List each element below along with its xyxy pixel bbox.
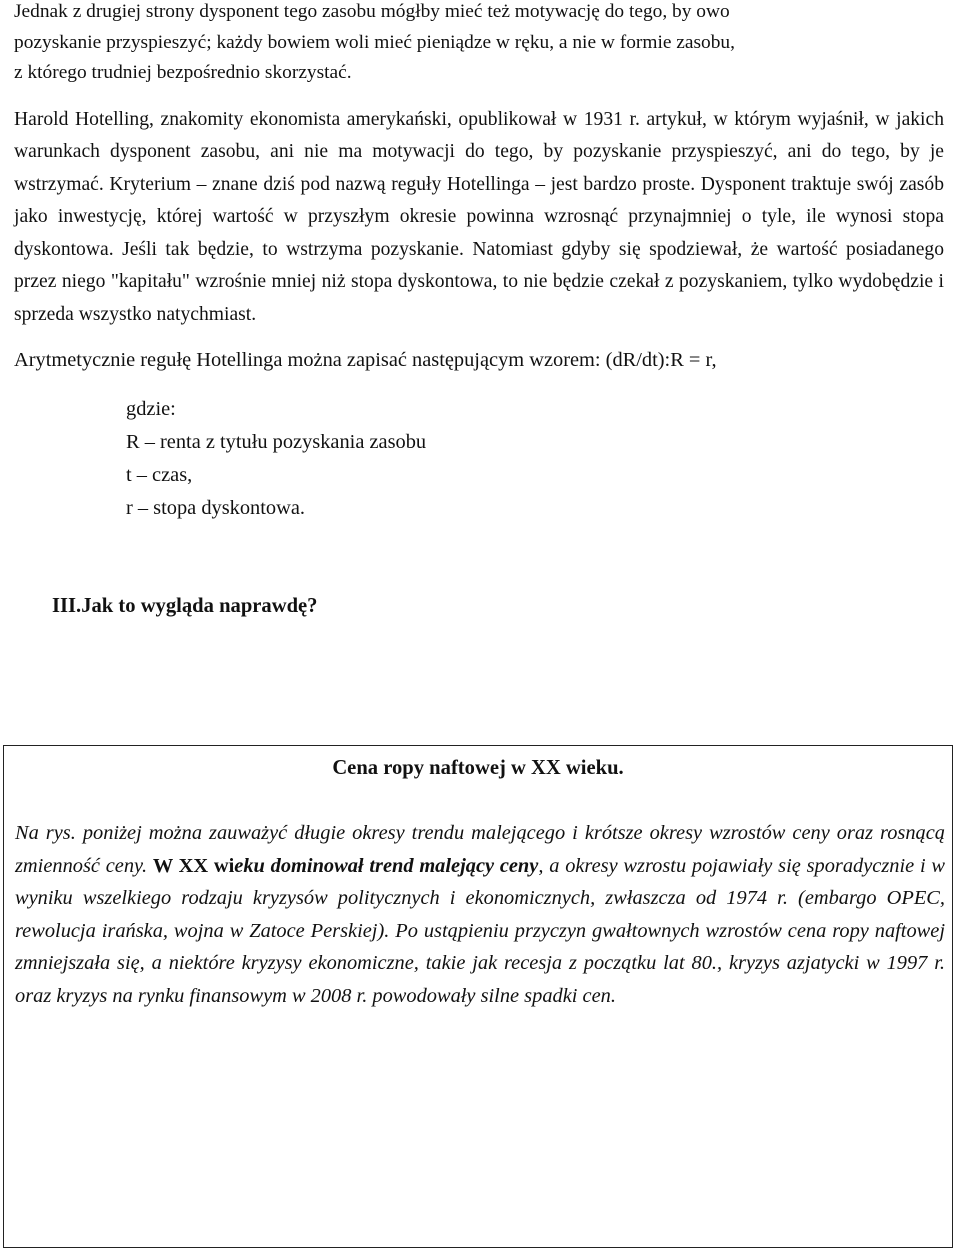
- box-text-bold-italic: eku dominował trend malejący ceny: [234, 854, 539, 877]
- definition-r: r – stopa dyskontowa.: [126, 497, 305, 519]
- paragraph-intro: [14, 0, 944, 89]
- box-paragraph: [15, 817, 945, 1012]
- definitions-list: [126, 393, 944, 525]
- paragraph-hotelling-part-2: Kryterium – znane dziś pod nazwą reguły Hotellinga – jest bardzo proste. Dysponent traktuje swój zasób jako inwestycję, której wartość w przyszłym okresie powinna wzrosnąć przynajmniej o tyle, ile wynosi stopa dyskontowa. Jeśli tak będzie, to wstrzyma pozyskanie. Natomiast gdyby się spodziewał, że wartość posiadanego przez niego "kapitału" wzrośnie mniej niż stopa dyskontowa, to nie będzie czekał z pozyskaniem, tylko wydobędzie i sprzeda wszystko natychmiast.: [14, 173, 944, 325]
- paragraph-hotelling-part-1: Harold Hotelling, znakomity ekonomista amerykański, opublikował w 1931 r. artykuł, w którym wyjaśnił, w jakich warunkach dysponent zasobu, ani nie ma motywacji do tego, by pozyskanie przyspieszyć, ani do tego, by je wstrzymać.: [14, 108, 944, 195]
- definition-where: gdzie:: [126, 398, 176, 420]
- text-line: z którego trudniej bezpośrednio skorzystać.: [14, 62, 352, 83]
- formula-line: Arytmetycznie regułę Hotellinga można zapisać następującym wzorem: (dR/dt):R = r,: [14, 349, 717, 371]
- document-page: [14, 0, 944, 618]
- paragraph-hotelling: [14, 104, 944, 332]
- box-text-part-2: , a okresy wzrostu pojawiały się sporadycznie i w wyniku wszelkiego rodzaju kryzysów politycznych i ekonomicznych, zwłaszcza od 1974 r. (embargo OPEC, rewolucja irańska, wojna w Zatoce Perskiej). Po ustąpieniu przyczyn gwałtownych wzrostów cena ropy naftowej zmniejszała się, a niektóre kryzysy ekonomiczne, takie jak recesja z początku lat 80., kryzys azjatycki w 1997 r. oraz kryzys na rynku finansowym w 2008 r. powodowały silne spadki cen.: [15, 854, 945, 1007]
- section-heading: III.Jak to wygląda naprawdę?: [52, 595, 318, 617]
- definition-t: t – czas,: [126, 464, 193, 486]
- text-line: pozyskanie przyspieszyć; każdy bowiem woli mieć pieniądze w ręku, a nie w formie zasobu,: [14, 31, 735, 53]
- box-text-bold-upright: W XX wi: [152, 854, 235, 877]
- oil-price-box: [3, 745, 953, 1248]
- text-line: Jednak z drugiej strony dysponent tego zasobu mógłby mieć też motywację do tego, by owo: [14, 1, 730, 22]
- box-text-part-1: Na rys. poniżej można zauważyć długie okresy trendu malejącego i krótsze okresy wzrostów ceny oraz rosnącą zmienność ceny.: [15, 822, 945, 877]
- definition-R: R – renta z tytułu pozyskania zasobu: [126, 431, 427, 453]
- box-title: Cena ropy naftowej w XX wieku.: [332, 757, 624, 779]
